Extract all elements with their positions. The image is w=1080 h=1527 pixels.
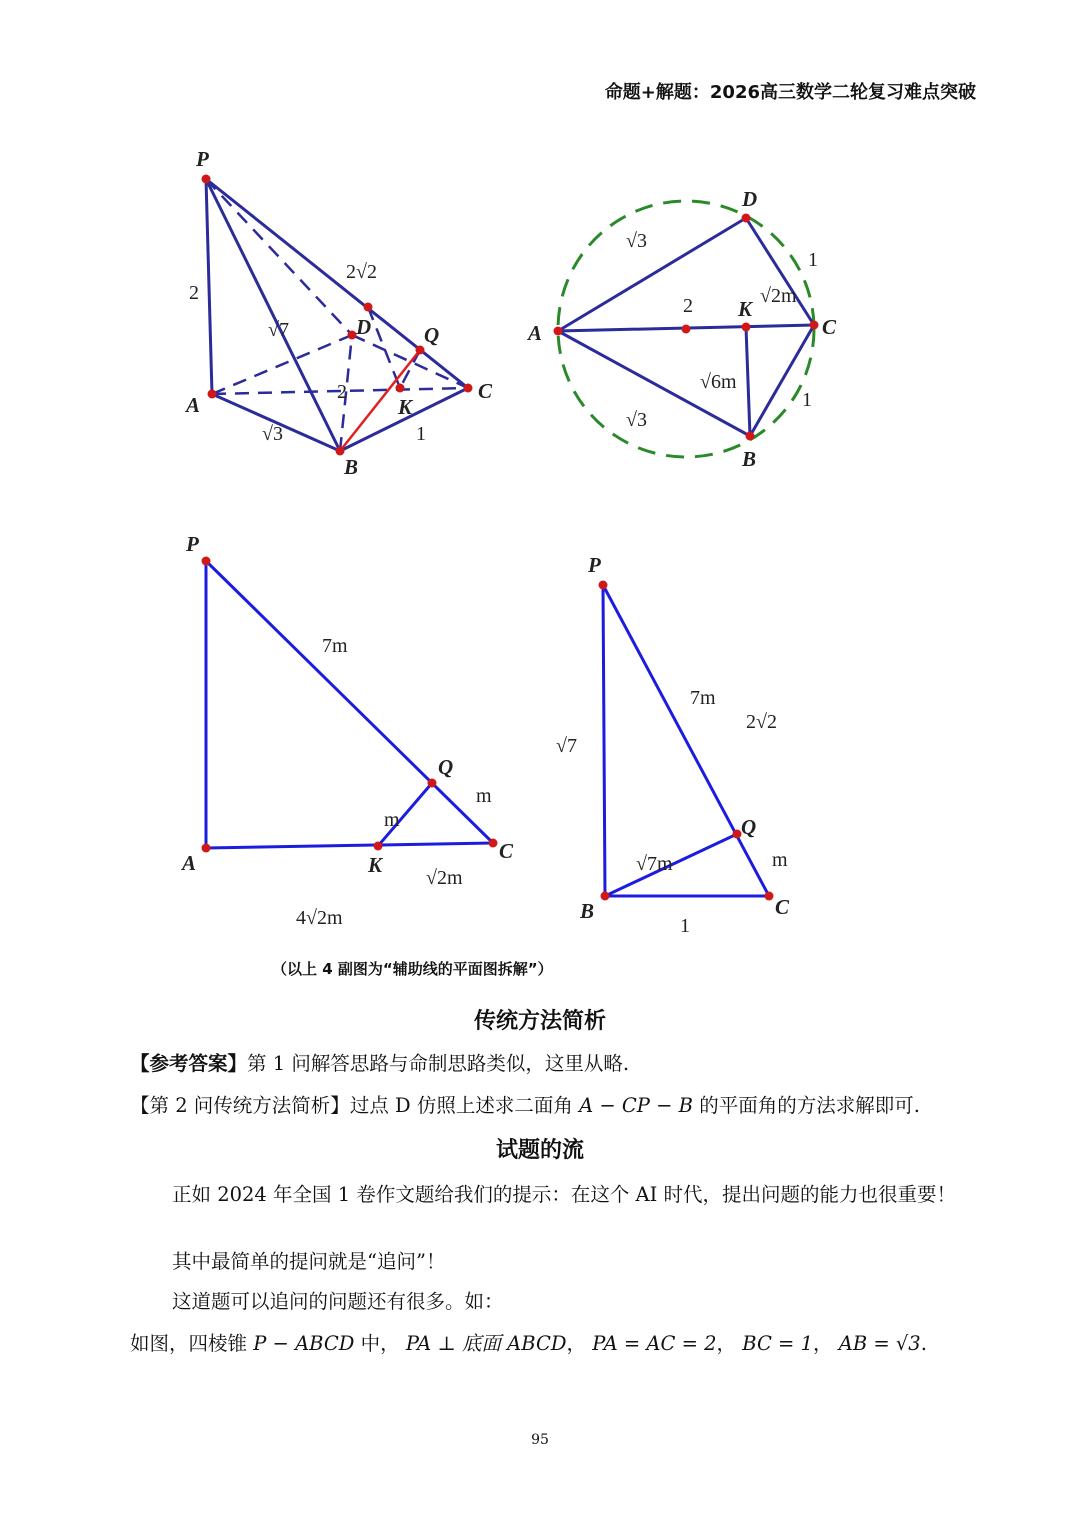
label-k: K: [398, 395, 413, 419]
len-bc: 1: [802, 389, 812, 411]
len-dc: 1: [808, 249, 818, 271]
p4-expr-bc: BC = 1: [742, 1332, 814, 1355]
answer-text: 第 1 问解答思路与命制思路类似，这里从略.: [247, 1052, 630, 1075]
len-ab: √3: [262, 423, 283, 445]
p4-i: ，: [813, 1332, 833, 1355]
q2-text-before: 过点 D 仿照上述求二面角: [349, 1094, 573, 1117]
label-p: P: [196, 147, 209, 171]
label-c: C: [822, 315, 837, 339]
section-title-flow: 试题的流: [495, 1138, 584, 1163]
paragraph-4: [130, 1329, 976, 1359]
len-pq: 7m: [322, 635, 348, 657]
len-pc: 2√2: [346, 261, 377, 283]
q2-text-after: 的平面角的方法求解即可.: [699, 1094, 920, 1117]
label-d: D: [356, 315, 372, 339]
q2-paragraph: [130, 1091, 976, 1121]
len-pq: 7m: [690, 687, 716, 709]
answer-paragraph: [130, 1049, 976, 1079]
label-c: C: [499, 839, 514, 863]
paragraph-3: 这道题可以追问的问题还有很多。如：: [172, 1290, 504, 1313]
len-kb: √6m: [700, 371, 737, 393]
p4-expr-ab: AB = √3: [838, 1332, 921, 1355]
page-number: 95: [531, 1432, 549, 1448]
label-a: A: [186, 393, 201, 417]
len-kc: √2m: [760, 285, 797, 307]
len-pa: 2: [189, 282, 199, 304]
p4-g: ，: [716, 1332, 737, 1355]
len-qk: m: [384, 809, 400, 831]
label-c: C: [478, 379, 493, 403]
label-c: C: [775, 895, 790, 919]
label-a: A: [182, 851, 197, 875]
len-ac: 2: [337, 381, 347, 403]
len-qc: m: [476, 785, 492, 807]
p4-expr-perp: PA ⊥ 底面 ABCD: [405, 1332, 567, 1355]
p4-c: 中，: [360, 1332, 400, 1355]
point-b: [601, 892, 610, 901]
len-ab: √3: [626, 409, 647, 431]
len-qc: m: [772, 849, 788, 871]
answer-label: 【参考答案】: [130, 1052, 248, 1075]
len-pc: 2√2: [746, 711, 777, 733]
len-bc: 1: [416, 423, 426, 445]
label-p: P: [186, 532, 199, 556]
len-pb: √7: [556, 735, 577, 757]
label-a: A: [528, 321, 543, 345]
len-ak: 2: [683, 295, 693, 317]
label-q: Q: [424, 323, 440, 347]
p4-expr-pyramid: P − ABCD: [253, 1332, 355, 1355]
paragraph-2: 其中最简单的提问就是“追问”！: [172, 1250, 446, 1273]
point-c: [765, 892, 774, 901]
label-p: P: [588, 553, 601, 577]
p4-k: .: [920, 1332, 927, 1355]
len-bq: √7m: [636, 853, 673, 875]
label-k: K: [368, 853, 383, 877]
section-title-traditional: 传统方法简析: [473, 1009, 606, 1034]
len-kc: √2m: [426, 867, 463, 889]
len-bc: 1: [680, 915, 690, 937]
len-ad: √3: [626, 230, 647, 252]
len-pb: √7: [268, 319, 289, 341]
p4-e: ，: [566, 1332, 587, 1355]
page-header: 命题+解题：2026高三数学二轮复习难点突破: [604, 82, 976, 103]
q2-expression: A − CP − B: [579, 1094, 693, 1117]
label-k: K: [738, 297, 753, 321]
len-ak: 4√2m: [296, 907, 343, 929]
label-q: Q: [741, 815, 757, 839]
label-b: B: [344, 455, 359, 479]
p4-expr-pa-ac: PA = AC = 2: [592, 1332, 717, 1355]
label-b: B: [742, 447, 757, 471]
point-p: [599, 581, 608, 590]
label-d: D: [742, 187, 758, 211]
q2-label: 【第 2 问传统方法简析】: [130, 1094, 350, 1117]
paragraph-1: 正如 2024 年全国 1 卷作文题给我们的提示：在这个 AI 时代，提出问题的能力也很重要！: [172, 1183, 957, 1206]
label-b: B: [580, 899, 595, 923]
figure-caption: （以上 4 副图为“辅助线的平面图拆解”）: [272, 960, 553, 978]
label-q: Q: [438, 755, 454, 779]
p4-a: 如图，四棱锥: [130, 1332, 248, 1355]
